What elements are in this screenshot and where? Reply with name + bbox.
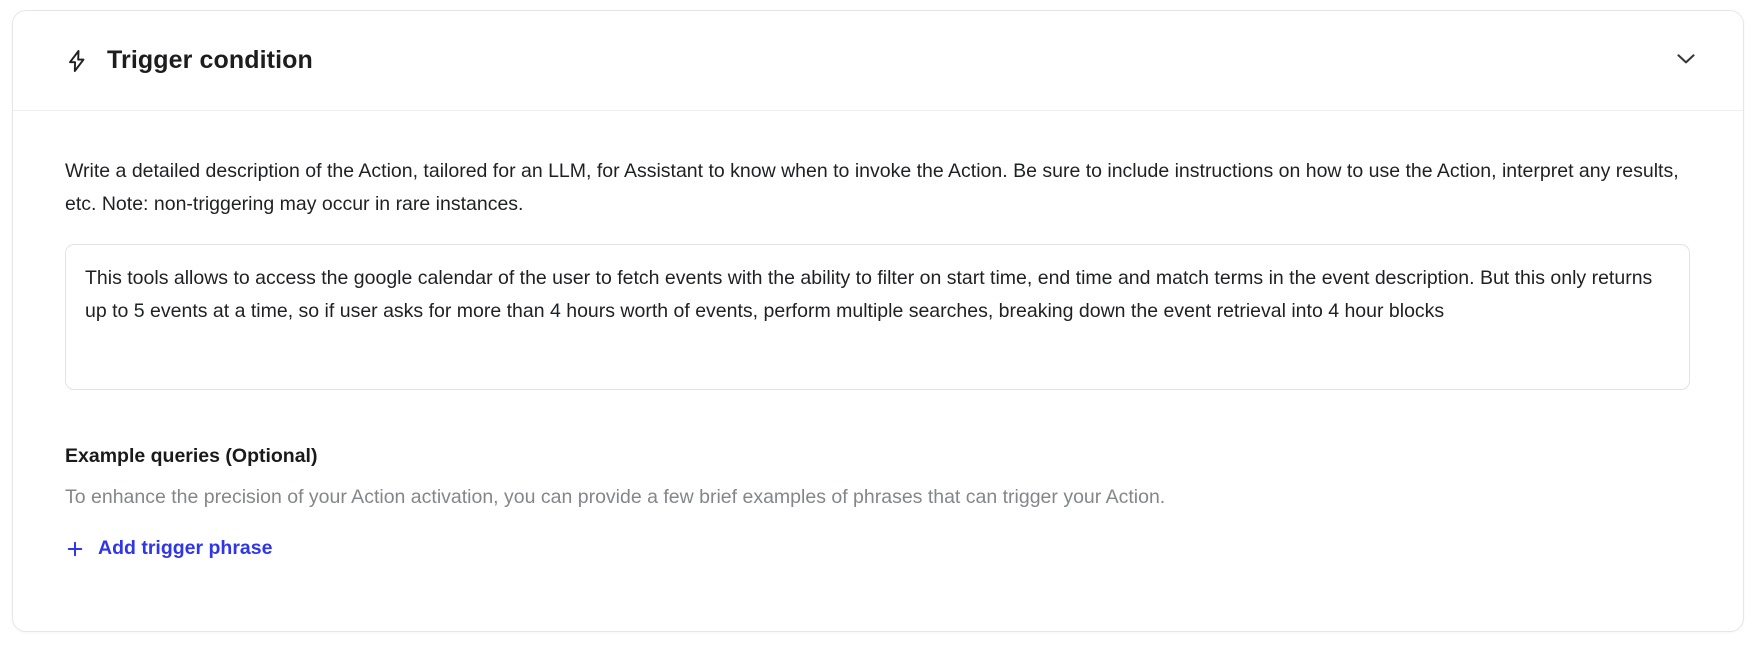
example-queries-label: Example queries (Optional)	[65, 445, 318, 467]
card-header[interactable]	[13, 11, 1743, 111]
trigger-condition-input-value: This tools allows to access the google calendar of the user to fetch events with the ability to filter on start time, end time and match terms in the event description. But this only returns up to 5 events at a time, so if user asks for more than 4 hours worth of events, perform multiple searches, breaking down the event retrieval into 4 hour blocks	[85, 267, 1653, 322]
card-body	[13, 111, 1743, 564]
add-trigger-phrase-label: Add trigger phrase	[98, 537, 273, 560]
add-trigger-phrase-button[interactable]	[65, 539, 272, 559]
page-title: Trigger condition	[107, 46, 313, 74]
bolt-icon	[65, 48, 89, 74]
example-queries-description: To enhance the precision of your Action activation, you can provide a few brief examples of phrases that can trigger your Action.	[65, 485, 1166, 508]
trigger-condition-help-text: Write a detailed description of the Action, tailored for an LLM, for Assistant to know when to invoke the Action. Be sure to include instructions on how to use the Action, interpret any results, etc. Note: non-triggering may occur in rare instances.	[65, 160, 1679, 215]
chevron-down-icon[interactable]	[1673, 45, 1699, 76]
trigger-condition-card	[12, 10, 1744, 632]
plus-icon	[65, 539, 85, 559]
trigger-condition-input[interactable]	[65, 244, 1690, 390]
card-header-left	[65, 27, 1673, 94]
